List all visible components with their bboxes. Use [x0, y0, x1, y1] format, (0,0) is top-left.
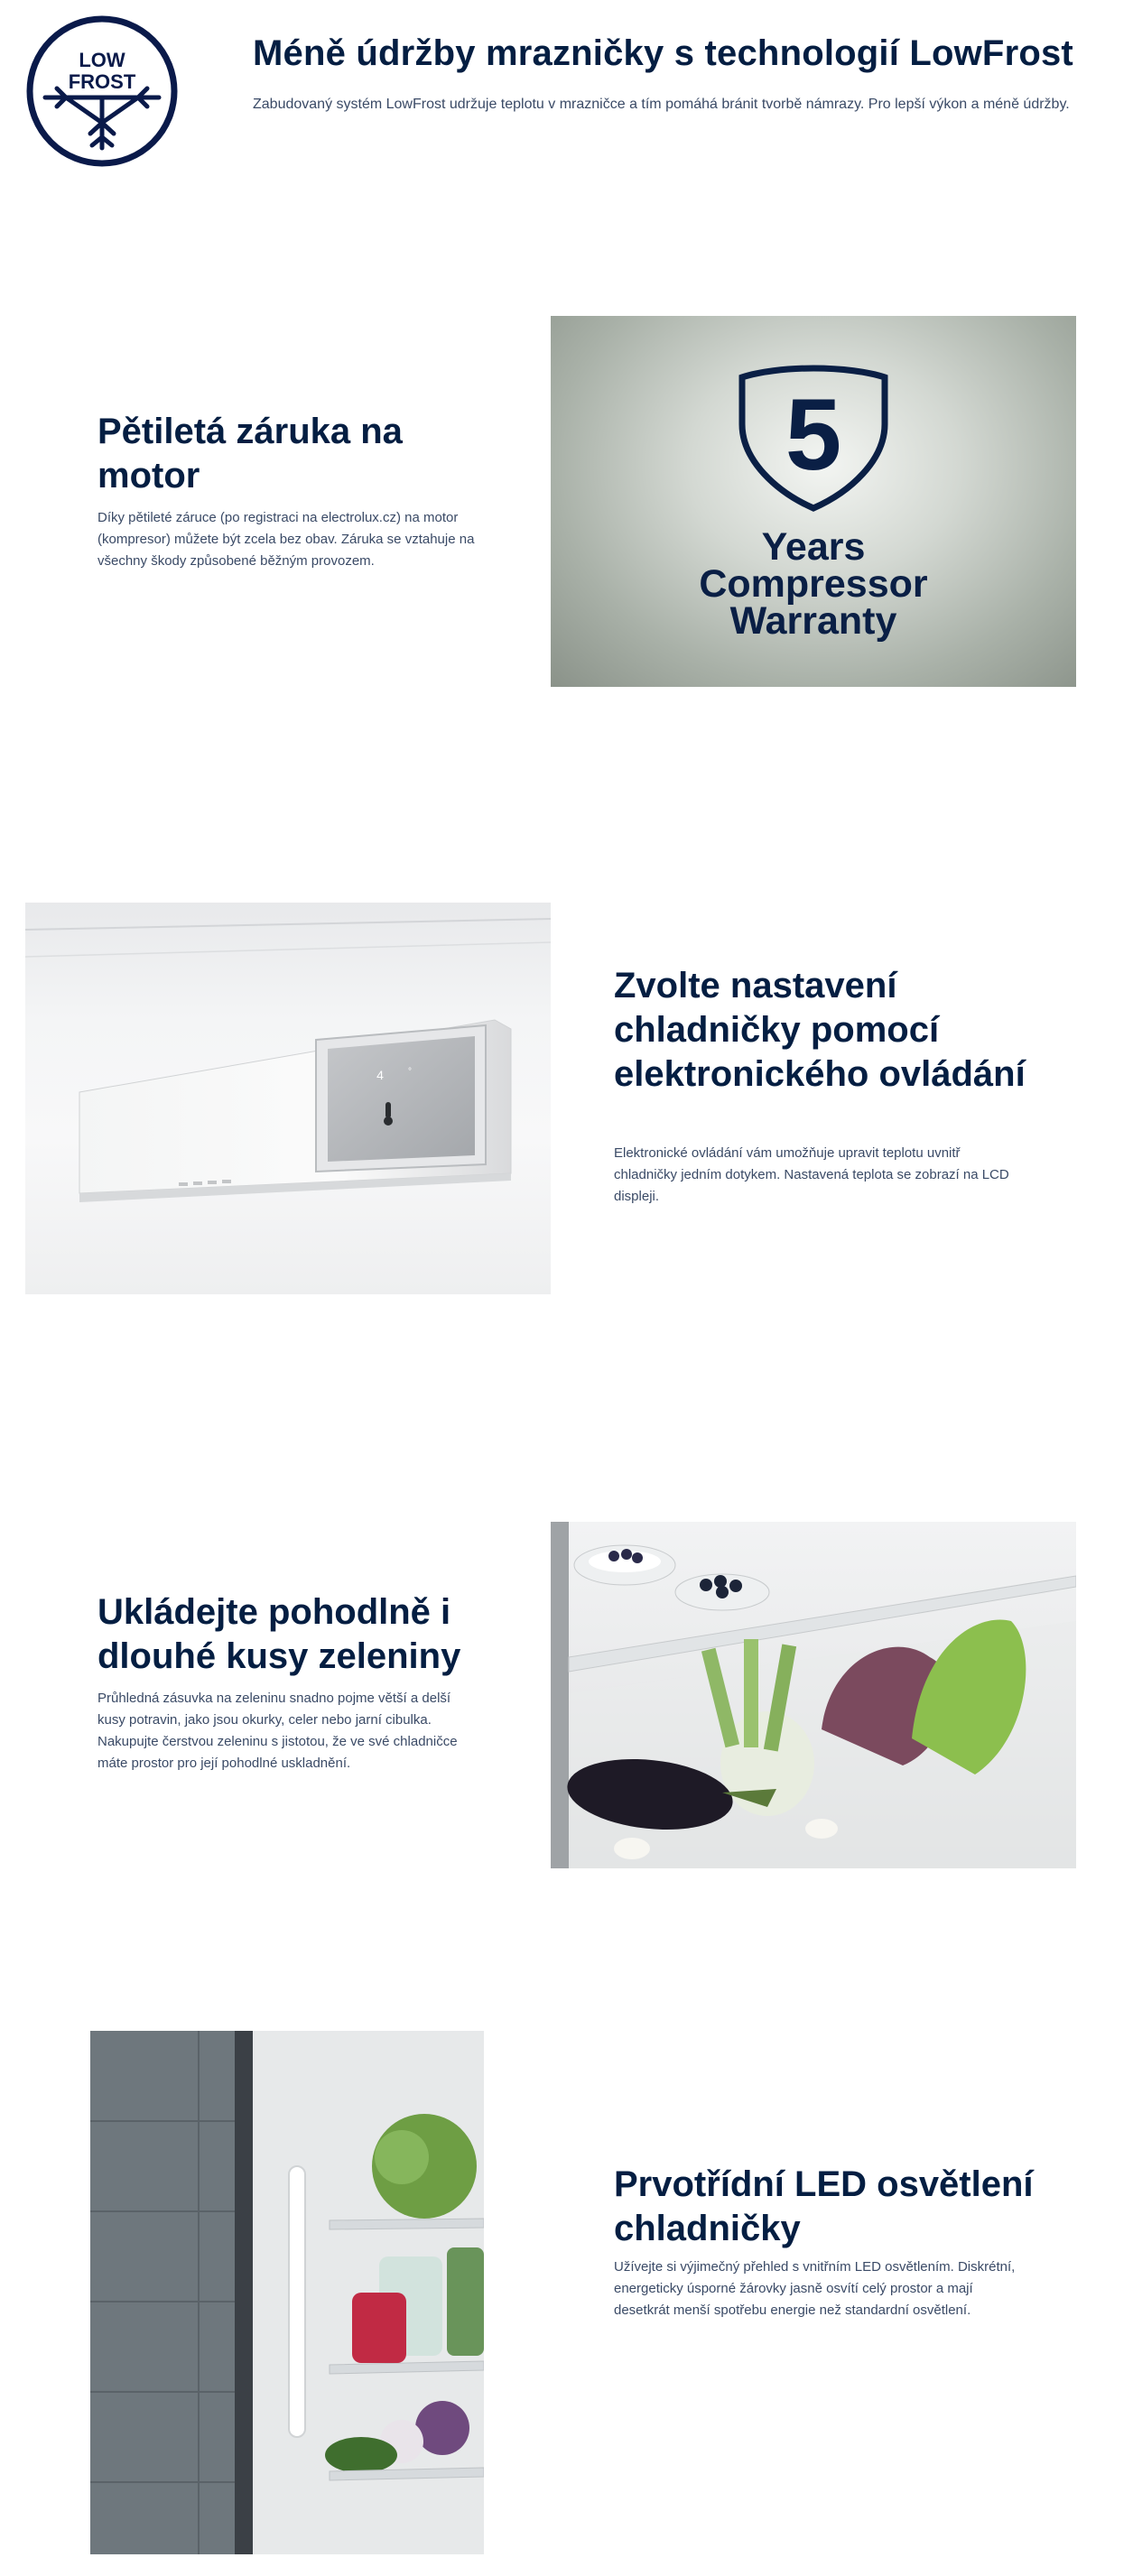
badge-line2: FROST	[68, 70, 136, 93]
lowfrost-badge	[25, 14, 179, 168]
control-panel-illustration	[25, 903, 551, 1294]
warranty-image	[551, 316, 1076, 687]
lowfrost-title: Méně údržby mrazničky s technologií LowFrost	[253, 33, 1073, 73]
warranty-caption-line1: Years	[761, 525, 866, 569]
warranty-title: Pětiletá záruka na motor	[98, 412, 403, 496]
lowfrost-description: Zabudovaný systém LowFrost udržuje teplotu v mrazničce a tím pomáhá bránit tvorbě námrazy. Pro lepší výkon a méně údržby.	[253, 97, 1070, 112]
led-lighting-image	[90, 2031, 484, 2554]
led-fridge-illustration	[90, 2031, 484, 2554]
warranty-caption-line2: Compressor	[699, 562, 928, 606]
vegetables-description: Průhledná zásuvka na zeleninu snadno pojme větší a delší kusy potravin, jako jsou okurky, celer nebo jarní cibulka. Nakupujte čerstvou zeleninu s jistotou, že ve své chladničce máte prostor pro její pohodlné uskladnění.	[98, 1691, 458, 1771]
vegetables-title: Ukládejte pohodlně i dlouhé kusy zeleniny	[98, 1592, 461, 1676]
led-description: Užívejte si výjimečný přehled s vnitřním LED osvětlením. Diskrétní, energeticky úsporné žárovky jasně osvítí celý prostor a mají desetkrát menší spotřebu energie než standardní osvětlení.	[614, 2259, 1016, 2318]
lowfrost-snowflake-icon	[25, 14, 179, 168]
warranty-description: Díky pětileté záruce (po registraci na electrolux.cz) na motor (kompresor) můžete být zcela bez obav. Záruka se vztahuje na všechny škody způsobené běžným provozem.	[98, 510, 475, 569]
electronic-description: Elektronické ovládání vám umožňuje upravit teplotu uvnitř chladničky jedním dotykem. Nastavená teplota se zobrazí na LCD displeji.	[614, 1145, 1009, 1204]
warranty-caption-line3: Warranty	[729, 599, 897, 643]
control-panel-image	[25, 903, 551, 1294]
electronic-title: Zvolte nastavení chladničky pomocí elektronického ovládání	[614, 966, 1026, 1094]
led-title: Prvotřídní LED osvětlení chladničky	[614, 2164, 1034, 2248]
warranty-image-caption	[551, 525, 1076, 643]
warranty-number: 5	[785, 378, 842, 491]
crisper-drawer-image	[551, 1522, 1076, 1868]
display-unit-mark: °	[408, 1067, 412, 1077]
crisper-drawer-illustration	[551, 1522, 1076, 1868]
display-value: 4	[376, 1068, 384, 1082]
thermometer-icon	[385, 1103, 392, 1125]
badge-line1: LOW	[79, 49, 125, 71]
